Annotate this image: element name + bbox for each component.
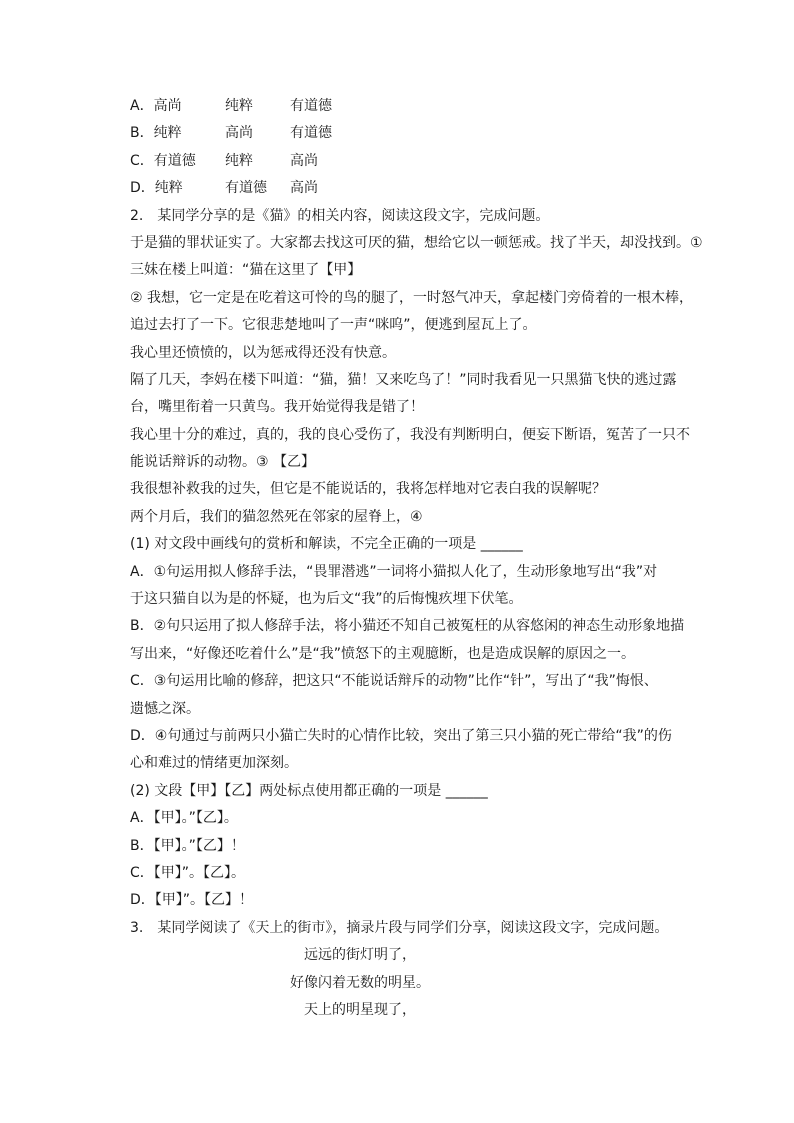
option-word: 有道德 bbox=[290, 98, 332, 114]
poem-line: 远远的街灯明了， bbox=[304, 947, 416, 964]
sub1-option-line: C．③句运用比喻的修辞，把这只“不能说话辩斥的动物”比作“针”，写出了“我”悔恨、 bbox=[130, 673, 658, 690]
option-word: 纯粹 bbox=[225, 152, 253, 169]
sub1-option-line: 写出来，“好像还吃着什么”是“我”愤怒下的主观臆断，也是造成误解的原因之一。 bbox=[130, 645, 636, 662]
sub1-option-line: 心和难过的情绪更加深刻。 bbox=[130, 755, 298, 772]
option-word: 纯粹 bbox=[153, 125, 182, 142]
passage-line: ② 我想，它一定是在吃着这可怜的鸟的腿了，一时怒气冲天，拿起楼门旁倚着的一根木棒， bbox=[130, 289, 693, 306]
option-word: 纯粹 bbox=[154, 180, 183, 197]
q1-option-c bbox=[130, 148, 710, 175]
option-letter: C． bbox=[130, 152, 154, 169]
option-word: 高尚 bbox=[290, 152, 318, 169]
passage-line: 两个月后，我们的猫忽然死在邻家的屋脊上，④ bbox=[130, 508, 423, 525]
sub2-option-c: C．【甲】”。【乙】。 bbox=[130, 864, 246, 881]
sub1-option-line: B．②句只运用了拟人修辞手法，将小猫还不知自己被冤枉的从容悠闲的神态生动形象地描 bbox=[130, 618, 685, 635]
option-word: 高尚 bbox=[153, 98, 182, 114]
passage-line: 我心里十分的难过，真的，我的良心受伤了，我没有判断明白，便妄下断语，冤苦了一只不 bbox=[130, 426, 690, 443]
option-word: 高尚 bbox=[225, 125, 253, 142]
sub2-option-b: B．【甲】。”【乙】！ bbox=[130, 837, 245, 854]
q1-option-b bbox=[130, 120, 710, 147]
sub1-option-line: 于这只猫自以为是的怀疑，也为后文“我”的后悔愧疚埋下伏笔。 bbox=[130, 591, 523, 608]
option-letter: B． bbox=[130, 125, 154, 142]
passage-line: 追过去打了一下。它很悲楚地叫了一声“咪呜”，便逃到屋瓦上了。 bbox=[130, 317, 537, 334]
q2-sub2-question: (2) 文段【甲】【乙】两处标点使用都正确的一项是 ______ bbox=[130, 782, 488, 799]
sub1-option-line: A．①句运用拟人修辞手法，“畏罪潜逃”一词将小猫拟人化了，生动形象地写出“我”对 bbox=[130, 563, 658, 580]
q1-option-a bbox=[130, 93, 710, 120]
option-word: 有道德 bbox=[153, 152, 196, 169]
sub2-option-a: A．【甲】。”【乙】。 bbox=[130, 810, 238, 827]
q1-option-d bbox=[130, 175, 710, 202]
q2-prompt: 2. 某同学分享的是《猫》的相关内容，阅读这段文字，完成问题。 bbox=[130, 207, 550, 224]
passage-line: 于是猫的罪状证实了。大家都去找这可厌的猫，想给它以一顿惩戒。找了半天，却没找到。① bbox=[130, 234, 703, 251]
sub1-option-line: D．④句通过与前两只小猫亡失时的心情作比较，突出了第三只小猫的死亡带给“我”的伤 bbox=[130, 727, 672, 744]
option-letter: D． bbox=[130, 180, 155, 197]
passage-line: 三妹在楼上叫道：“猫在这里了【甲】 bbox=[130, 262, 362, 279]
sub1-option-line: 遗憾之深。 bbox=[130, 700, 200, 717]
option-word: 纯粹 bbox=[225, 98, 253, 114]
passage-line: 台，嘴里衔着一只黄鸟。我开始觉得我是错了！ bbox=[130, 399, 424, 416]
document-page bbox=[130, 93, 710, 1024]
q3-prompt: 3. 某同学阅读了《天上的街市》，摘录片段与同学们分享，阅读这段文字，完成问题。 bbox=[130, 919, 669, 936]
sub2-option-d: D．【甲】”。【乙】！ bbox=[130, 892, 254, 909]
passage-line: 我很想补救我的过失，但它是不能说话的，我将怎样地对它表白我的误解呢？ bbox=[130, 481, 606, 498]
poem-line: 天上的明星现了， bbox=[304, 1001, 416, 1018]
poem-line: 好像闪着无数的明星。 bbox=[290, 974, 430, 991]
option-word: 有道德 bbox=[290, 125, 332, 142]
q2-sub1-question: (1) 对文段中画线句的赏析和解读，不完全正确的一项是 ______ bbox=[130, 536, 523, 553]
option-letter: A． bbox=[130, 98, 154, 114]
passage-line: 能说话辩诉的动物。③ 【乙】 bbox=[130, 454, 316, 471]
passage-line: 隔了几天，李妈在楼下叫道：“猫，猫！又来吃鸟了！”同时我看见一只黑猫飞快的逃过露 bbox=[130, 371, 677, 388]
passage-line: 我心里还愤愤的，以为惩戒得还没有快意。 bbox=[130, 344, 396, 361]
option-word: 有道德 bbox=[225, 180, 267, 197]
option-word: 高尚 bbox=[290, 180, 318, 197]
